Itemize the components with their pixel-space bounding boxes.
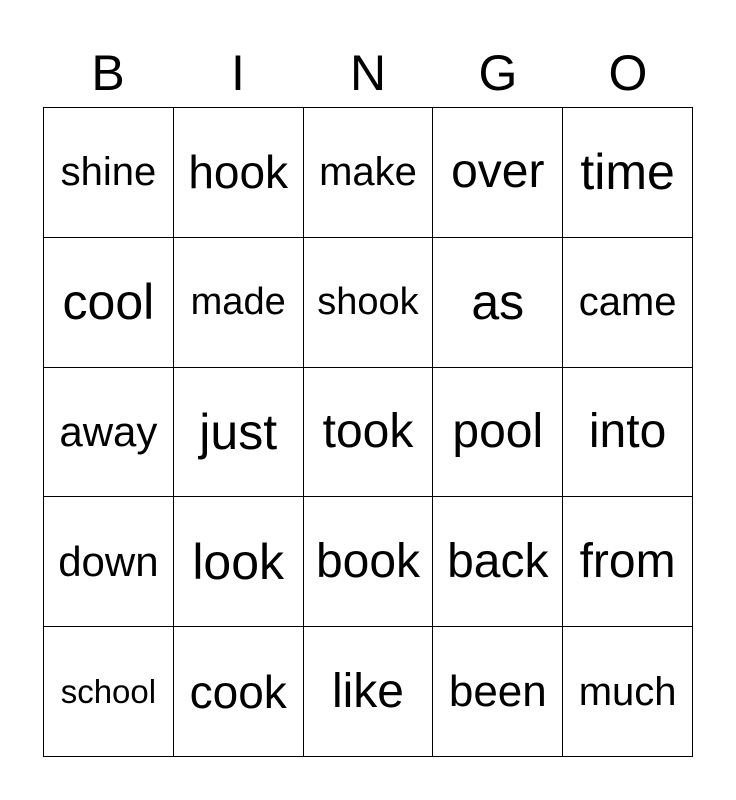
bingo-cell: took bbox=[304, 368, 434, 498]
bingo-cell: look bbox=[174, 497, 304, 627]
bingo-cell: back bbox=[433, 497, 563, 627]
bingo-cell: pool bbox=[433, 368, 563, 498]
bingo-cell: hook bbox=[174, 108, 304, 238]
bingo-cell: book bbox=[304, 497, 434, 627]
bingo-cell: over bbox=[433, 108, 563, 238]
bingo-cell: shook bbox=[304, 238, 434, 368]
bingo-cell: cool bbox=[44, 238, 174, 368]
bingo-cell: cook bbox=[174, 627, 304, 757]
header-letter-n: N bbox=[349, 45, 387, 101]
header-letter-o: O bbox=[608, 45, 648, 101]
bingo-cell: been bbox=[433, 627, 563, 757]
bingo-cell: came bbox=[563, 238, 693, 368]
bingo-cell: into bbox=[563, 368, 693, 498]
bingo-cell: just bbox=[174, 368, 304, 498]
bingo-cell: made bbox=[174, 238, 304, 368]
header-letter-b: B bbox=[91, 45, 125, 101]
bingo-header bbox=[43, 40, 693, 106]
bingo-cell: like bbox=[304, 627, 434, 757]
bingo-card-grid bbox=[43, 107, 693, 757]
bingo-cell: down bbox=[44, 497, 174, 627]
bingo-cell: school bbox=[44, 627, 174, 757]
bingo-cell: much bbox=[563, 627, 693, 757]
bingo-cell: shine bbox=[44, 108, 174, 238]
bingo-cell: away bbox=[44, 368, 174, 498]
header-letter-g: G bbox=[478, 45, 518, 101]
bingo-cell: as bbox=[433, 238, 563, 368]
bingo-cell: make bbox=[304, 108, 434, 238]
bingo-cell: time bbox=[563, 108, 693, 238]
bingo-cell: from bbox=[563, 497, 693, 627]
header-letter-i: I bbox=[231, 45, 245, 101]
